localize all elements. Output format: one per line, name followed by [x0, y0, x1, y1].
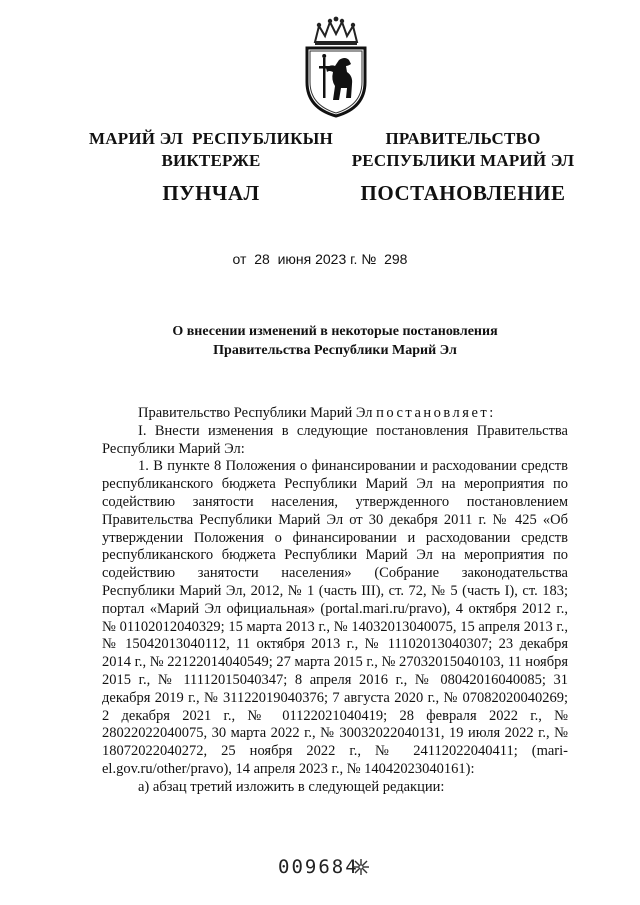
header-left-line1: МАРИЙ ЭЛ РЕСПУБЛИКЫН	[89, 129, 333, 148]
asterisk-mark-icon	[352, 858, 370, 876]
date-day: 28	[254, 251, 270, 267]
serial-number: 009684	[278, 856, 359, 878]
coat-of-arms-emblem	[301, 16, 371, 118]
date-prefix: от	[232, 251, 247, 267]
header-right-line1: ПРАВИТЕЛЬСТВО	[385, 129, 541, 148]
crown-icon	[315, 17, 357, 45]
document-number: 298	[384, 251, 408, 267]
resolution-text: Правительство Республики Марий Эл	[138, 405, 377, 421]
header-right-line2: РЕСПУБЛИКИ МАРИЙ ЭЛ	[351, 151, 575, 170]
body-paragraph-1: I. Внести изменения в следующие постановления Правительства Республики Марий Эл:	[102, 422, 568, 457]
document-title	[120, 322, 550, 360]
title-line2: Правительства Республики Марий Эл	[213, 343, 457, 358]
body-paragraph-3: а) абзац третий изложить в следующей редакции:	[138, 778, 445, 795]
header-left-doc-type: ПУНЧАЛ	[162, 181, 260, 205]
header-left-line2: ВИКТЕРЖЕ	[161, 151, 261, 170]
body-paragraph-resolution	[102, 405, 568, 423]
number-label: №	[361, 251, 377, 267]
document-date-line	[0, 251, 640, 267]
resolution-verb: постановляет:	[376, 405, 496, 421]
document-body	[102, 405, 568, 797]
header-right	[348, 128, 578, 208]
date-month-year: июня 2023 г.	[277, 251, 358, 267]
title-line1: О внесении изменений в некоторые постановления	[172, 324, 498, 339]
header-right-doc-type: ПОСТАНОВЛЕНИЕ	[360, 181, 566, 205]
body-paragraph-2: 1. В пункте 8 Положения о финансировании и расходовании средств республиканского бюджета Республики Марий Эл на мероприятия по содействию занятости населения, утвержденного постановлением Правительства Республики Марий Эл от 30 декабря 2011 г. № 425 «Об утверждении Положения о финансировании и расходовании средств республиканского бюджета Республики Марий Эл на мероприятия по содействию занятости населения» (Собрание законодательства Республики Марий Эл, 2012, № 1 (часть III), ст. 72, № 5 (часть I), ст. 183; портал «Марий Эл официальная» (portal.mari.ru/pravo), 4 октября 2012 г., № 01102012040329; 15 марта 2013 г., № 14032013040075, 15 апреля 2013 г., № 15042013040112, 11 октября 2013 г., № 11102013040307; 23 декабря 2014 г., № 22122014040549; 27 марта 2015 г., № 27032015040103, 11 ноября 2015 г., № 11112015040347; 8 апреля 2016 г., № 08042016040085; 31 декабря 2019 г., № 31122019040376; 7 августа 2020 г., № 07082020040269; 2 декабря 2021 г., № 01122021040419; 28 февраля 2022 г., № 28022022040075, 30 марта 2022 г., № 30032022040131, 19 июля 2022 г., № 18072022040272, 25 ноября 2022 г., № 24112022040411; (mari-el.gov.ru/other/pravo), 14 апреля 2023 г., № 14042023040161):	[102, 458, 569, 777]
header-left	[86, 128, 336, 208]
